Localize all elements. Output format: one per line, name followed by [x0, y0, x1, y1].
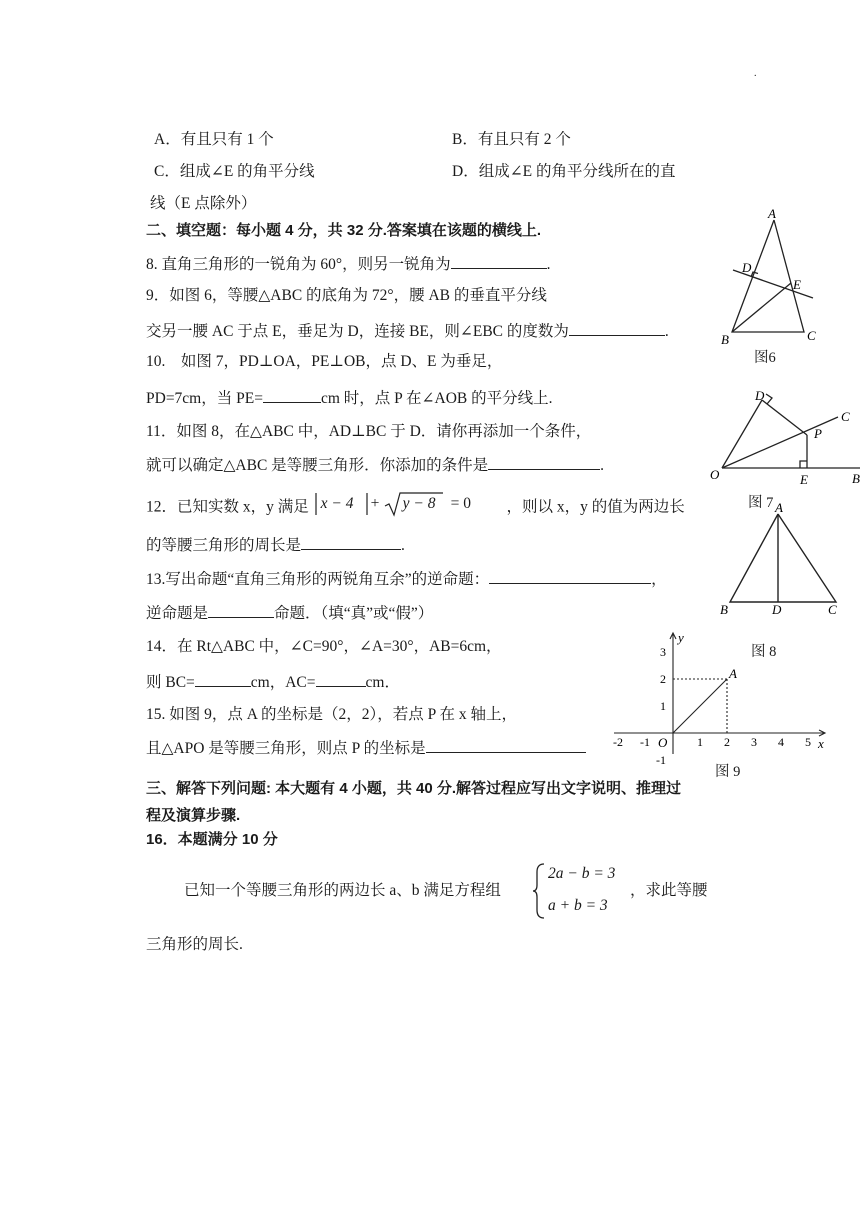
answer-blank	[263, 387, 321, 403]
fig8-label-d: D	[772, 602, 782, 617]
question-13-text-b: 命题．（填“真”或“假”）	[274, 605, 434, 622]
fig6-label-b: B	[721, 332, 729, 347]
question-16-title: 16．本题满分 10 分	[146, 831, 278, 848]
option-a: A．有且只有 1 个	[154, 131, 274, 148]
figure-8-caption: 图 8	[751, 644, 777, 660]
question-11-line-1: 11．如图 8，在△ABC 中，AD⊥BC 于 D．请你再添加一个条件，	[146, 423, 592, 440]
question-13-line-1	[146, 568, 667, 590]
fig6-label-d: D	[742, 260, 752, 275]
fig9-y-tick-label: 2	[660, 672, 666, 686]
question-9-line-1: 9．如图 6，等腰△ABC 的底角为 72°，腰 AB 的垂直平分线	[146, 287, 547, 304]
figure-7-caption: 图 7	[748, 495, 774, 511]
fig9-y-tick-label: -1	[656, 753, 666, 767]
figure-6-caption: 图6	[754, 350, 776, 366]
formula-plus: +	[370, 495, 380, 512]
question-12-text-a: 12．已知实数 x，y 满足	[146, 498, 309, 516]
question-9-end: .	[664, 323, 669, 340]
answer-blank	[488, 454, 600, 470]
fig7-label-p: P	[814, 426, 822, 441]
answer-blank	[451, 253, 547, 269]
question-12-end: .	[401, 537, 405, 554]
page-dot: .	[754, 68, 757, 79]
question-12-text: 的等腰三角形的周长是	[146, 537, 302, 554]
question-13-text-a: 逆命题是	[146, 605, 209, 622]
answer-blank	[195, 671, 251, 687]
question-14-line-1: 14．在 Rt△ABC 中，∠C=90°，∠A=30°，AB=6cm，	[146, 638, 502, 655]
fig6-label-c: C	[807, 328, 816, 343]
fig9-x-tick-label: -1	[640, 735, 650, 749]
question-16-line-2: 三角形的周长.	[146, 936, 243, 953]
figure-8	[712, 500, 847, 620]
question-9-line-2	[146, 320, 669, 342]
question-11-end: .	[600, 457, 605, 474]
formula-abs-term: x − 4	[320, 495, 354, 512]
answer-blank	[208, 602, 274, 618]
equation-1: 2a − b = 3	[548, 865, 616, 882]
question-8-text: 8. 直角三角形的一锐角为 60°，则另一锐角为	[146, 256, 451, 273]
fig9-x-axis-label: x	[818, 736, 824, 751]
question-15-line-2	[146, 737, 586, 759]
answer-blank	[489, 568, 651, 584]
section-heading-solve-line-1: 三、解答下列问题: 本大题有 4 小题，共 40 分.解答过程应写出文字说明、推理过	[146, 780, 682, 797]
answer-blank	[301, 534, 401, 550]
fig8-label-a: A	[775, 500, 783, 515]
fig7-label-b: B	[852, 471, 860, 486]
question-12-line-2	[146, 534, 405, 556]
question-13-line-2	[146, 602, 433, 624]
question-10-line-1: 10. 如图 7，PD⊥OA，PE⊥OB，点 D、E 为垂足，	[146, 353, 503, 370]
fig9-y-axis-label: y	[678, 630, 684, 645]
answer-blank	[316, 671, 366, 687]
answer-blank	[426, 737, 586, 753]
fig7-label-d: D	[755, 388, 765, 403]
equation-system-brace	[532, 862, 548, 920]
figure-6	[705, 202, 835, 347]
option-b: B．有且只有 2 个	[452, 131, 571, 148]
fig8-label-b: B	[720, 602, 728, 617]
question-12-line-1	[146, 494, 685, 522]
option-d: D．组成∠E 的角平分线所在的直	[452, 163, 676, 180]
question-14-text-c: cm．	[365, 674, 400, 691]
question-16-text-a: 已知一个等腰三角形的两边长 a、b 满足方程组	[184, 882, 501, 899]
figure-7	[700, 380, 860, 492]
question-10-text-b: cm 时，点 P 在∠AOB 的平分线上.	[320, 390, 553, 407]
question-14-text-a: 则 BC=	[146, 674, 195, 691]
formula-equals: = 0	[450, 495, 472, 512]
question-10-line-2	[146, 387, 553, 409]
fig9-x-tick-label: 3	[751, 735, 757, 749]
fig9-y-tick-label: 3	[660, 645, 666, 659]
fig9-origin-label: O	[658, 735, 668, 750]
fig9-x-tick-label: 2	[724, 735, 730, 749]
question-16-text-b: ，求此等腰	[630, 882, 708, 899]
question-11-line-2	[146, 454, 604, 476]
fig9-x-tick-label: 1	[697, 735, 703, 749]
question-13-end: ，	[651, 571, 667, 588]
fig9-x-tick-label: 5	[805, 735, 811, 749]
question-15-line-1: 15. 如图 9，点 A 的坐标是（2，2），若点 P 在 x 轴上，	[146, 706, 518, 723]
fig9-y-tick-label: 1	[660, 699, 666, 713]
figure-9	[610, 630, 838, 767]
fig9-x-tick-label: 4	[778, 735, 784, 749]
question-11-text: 就可以确定△ABC 是等腰三角形．你添加的条件是	[146, 457, 489, 474]
option-c: C．组成∠E 的角平分线	[154, 163, 315, 180]
question-13-text: 13.写出命题“直角三角形的两锐角互余”的逆命题：	[146, 571, 490, 588]
question-14-text-b: cm，AC=	[250, 674, 316, 691]
fig8-label-c: C	[828, 602, 837, 617]
fig6-label-a: A	[768, 206, 776, 221]
question-12-text-b: ，则以 x，y 的值为两边长	[506, 498, 685, 516]
fig7-label-e: E	[800, 472, 808, 487]
section-heading-fill-blank: 二、填空题：每小题 4 分，共 32 分.答案填在该题的横线上.	[146, 222, 542, 239]
question-14-line-2	[146, 671, 400, 693]
fig9-x-tick-label: -2	[613, 735, 623, 749]
formula	[313, 494, 503, 522]
question-10-text-a: PD=7cm，当 PE=	[146, 390, 263, 407]
question-9-text: 交另一腰 AC 于点 E，垂足为 D，连接 BE，则∠EBC 的度数为	[146, 323, 569, 340]
fig7-label-o: O	[710, 467, 720, 482]
answer-blank	[569, 320, 665, 336]
question-8-end: .	[546, 256, 551, 273]
fig9-point-a-label: A	[729, 666, 737, 681]
fig7-label-c: C	[841, 409, 850, 424]
fig6-label-e: E	[793, 277, 801, 292]
question-15-text: 且△APO 是等腰三角形，则点 P 的坐标是	[146, 740, 426, 757]
option-d-continued: 线（E 点除外）	[150, 195, 257, 212]
formula-sqrt-term: y − 8	[402, 495, 436, 512]
question-8	[146, 253, 550, 275]
figure-9-caption: 图 9	[715, 764, 741, 780]
equation-2: a + b = 3	[548, 897, 608, 914]
section-heading-solve-line-2: 程及演算步骤.	[146, 807, 241, 824]
